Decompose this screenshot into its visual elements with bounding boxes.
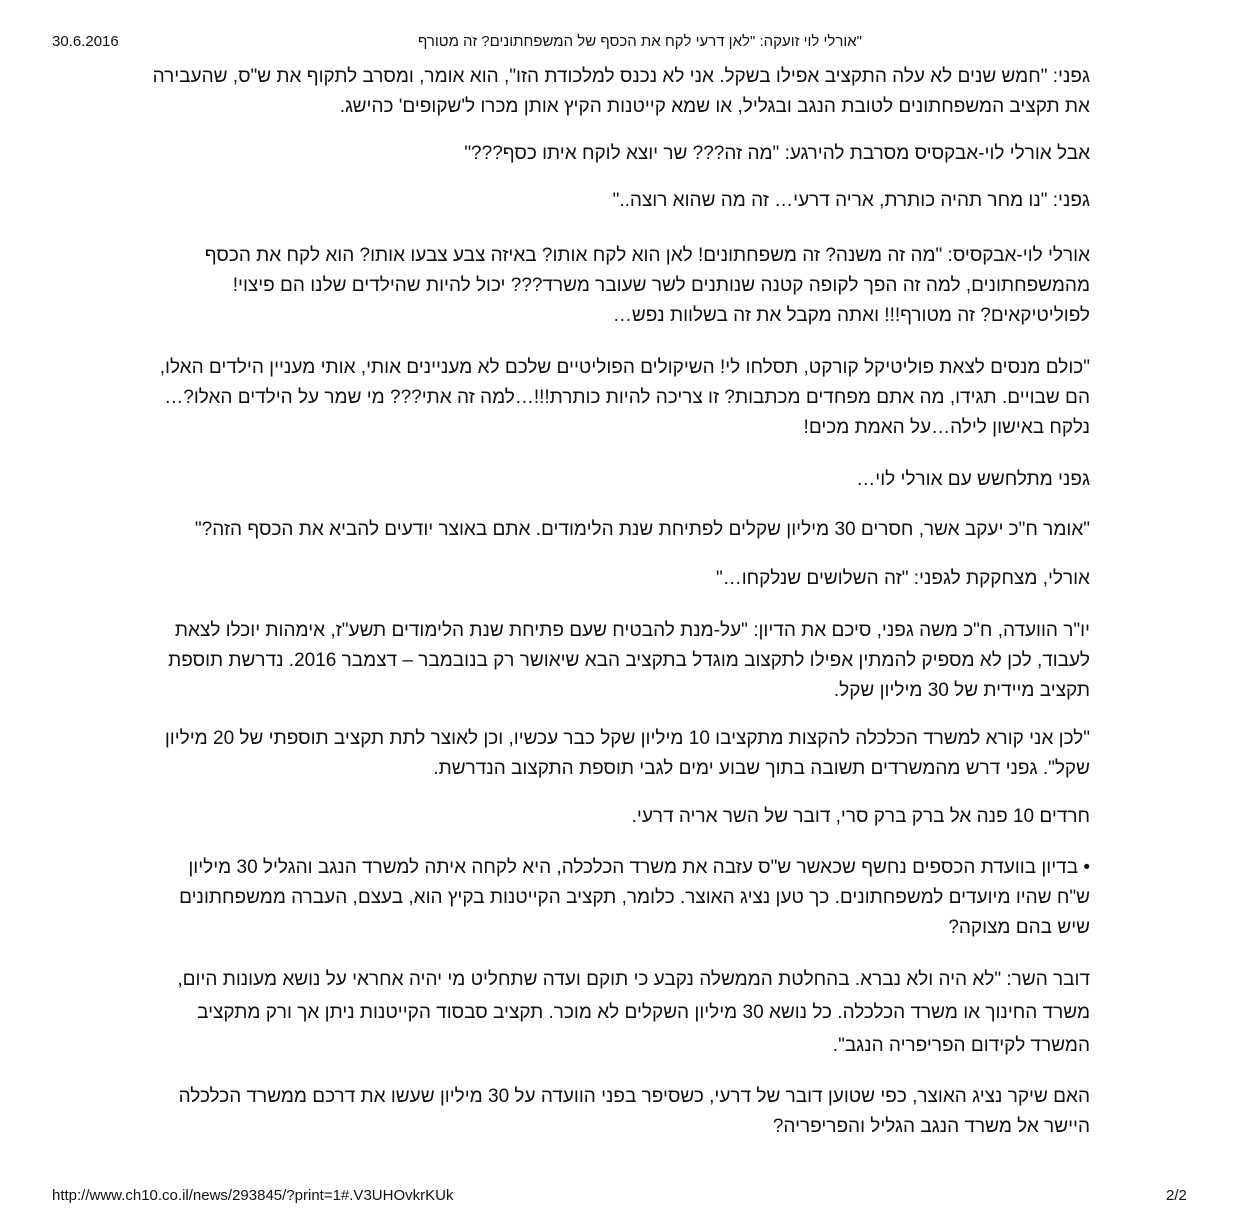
- paragraph-13: דובר השר: "לא היה ולא נברא. בהחלטת הממשלה נקבע כי תוקם ועדה שתחליט מי יהיה אחראי על נושא מעונות היום, משרד החינוך או משרד הכלכלה. כל נושא 30 מיליון השקלים לא מוכר. תקציב סבסוד הקייטנות ניתן אך ורק מתקציב המשרד לקידום הפריפריה הנגב".: [177, 969, 1090, 1056]
- paragraph-14: האם שיקר נציג האוצר, כפי שטוען דובר של דרעי, כשסיפר בפני הוועדה על 30 מיליון שעשו את דרכם ממשרד הכלכלה היישר אל משרד הנגב הגליל והפריפריה?: [178, 1086, 1090, 1137]
- paragraph-2: אבל אורלי לוי-אבקסיס מסרבת להירגע: "מה זה??? שר יוצא לוקח איתו כסף???": [464, 143, 1090, 164]
- print-date: 30.6.2016: [52, 33, 119, 50]
- paragraph-1: גפני: "חמש שנים לא עלה התקציב אפילו בשקל. אני לא נכנס למלכודת הזו", הוא אומר, ומסרב לתקוף את ש"ס, שהעבירה את תקציב המשפחתונים לטובת הנגב ובגליל, או שמא קייטנות הקיץ אותן מכרו ל'שקופים' כהישג.: [152, 66, 1090, 117]
- paragraph-9: יו"ר הוועדה, ח"כ משה גפני, סיכם את הדיון: "על-מנת להבטיח שעם פתיחת שנת הלימודים תשע"ז, אימהות יוכלו לצאת לעבוד, לכן לא מספיק להמתין אפילו לתקצוב מוגדל בתקציב הבא שיאושר רק בנובמבר – דצמבר 2016. נדרשת תוספת תקציב מיידית של 30 מיליון שקל.: [168, 620, 1090, 701]
- paragraph-12: • בדיון בוועדת הכספים נחשף שכאשר ש"ס עזבה את משרד הכלכלה, היא לקחה איתה למשרד הנגב והגליל 30 מיליון ש"ח שהיו מיועדים למשפחתונים. כך טען נציג האוצר. כלומר, תקציב הקייטנות בקיץ הוא, בעצם, העברה ממשפחתונים שיש בהם מצוקה?: [179, 857, 1090, 938]
- paragraph-7: "אומר ח"כ יעקב אשר, חסרים 30 מיליון שקלים לפתיחת שנת הלימודים. אתם באוצר יודעים להביא את הכסף הזה?": [194, 519, 1090, 540]
- paragraph-10: "לכן אני קורא למשרד הכלכלה להקצות מתקציבו 10 מיליון שקל כבר עכשיו, וכן לאוצר לתת תקציב תוספתי של 20 מיליון שקל". גפני דרש מהמשרדים תשובה בתוך שבוע ימים לגבי תוספת התקצוב הנדרשת.: [164, 728, 1090, 779]
- paragraph-11: חרדים 10 פנה אל ברק ברק סרי, דובר של השר אריה דרעי.: [631, 806, 1090, 827]
- source-url: http://www.ch10.co.il/news/293845/?print=1#.V3UHOvkrKUk: [52, 1187, 454, 1204]
- paragraph-4: אורלי לוי-אבקסיס: "מה זה משנה? זה משפחתונים! לאן הוא לקח אותו? באיזה צבע צבעו אותו? הוא לקח את הכסף מהמשפחתונים, למה זה הפך לקופה קטנה שנותנים לשר שעובר משרד??? יכול להיות שהילדים שלנו הם פיצוי! לפוליטיקאים? זה מטורף!!! ואתה מקבל את זה בשלוות נפש…: [204, 245, 1090, 326]
- paragraph-6: גפני מתלחשש עם אורלי לוי…: [856, 469, 1090, 490]
- page-number: 2/2: [1166, 1187, 1187, 1204]
- paragraph-8: אורלי, מצחקקת לגפני: "זה השלושים שנלקחו…": [716, 568, 1090, 589]
- paragraph-3: גפני: "נו מחר תהיה כותרת, אריה דרעי… זה מה שהוא רוצה..": [612, 190, 1090, 211]
- article-body: [150, 62, 1090, 1142]
- page-title: "אורלי לוי זועקה: "לאן דרעי לקח את הכסף של המשפחתונים? זה מטורף: [417, 33, 863, 50]
- paragraph-5: "כולם מנסים לצאת פוליטיקל קורקט, תסלחו לי! השיקולים הפוליטיים שלכם לא מעניינים אותי, אותי מעניין הילדים האלו, הם שבויים. תגידו, מה אתם מפחדים מכתבות? זו צריכה להיות כותרת!!!…למה זה אתי??? מי שמר על הילדים האלו?… נלקח באישון לילה…על האמת מכים!: [159, 357, 1090, 438]
